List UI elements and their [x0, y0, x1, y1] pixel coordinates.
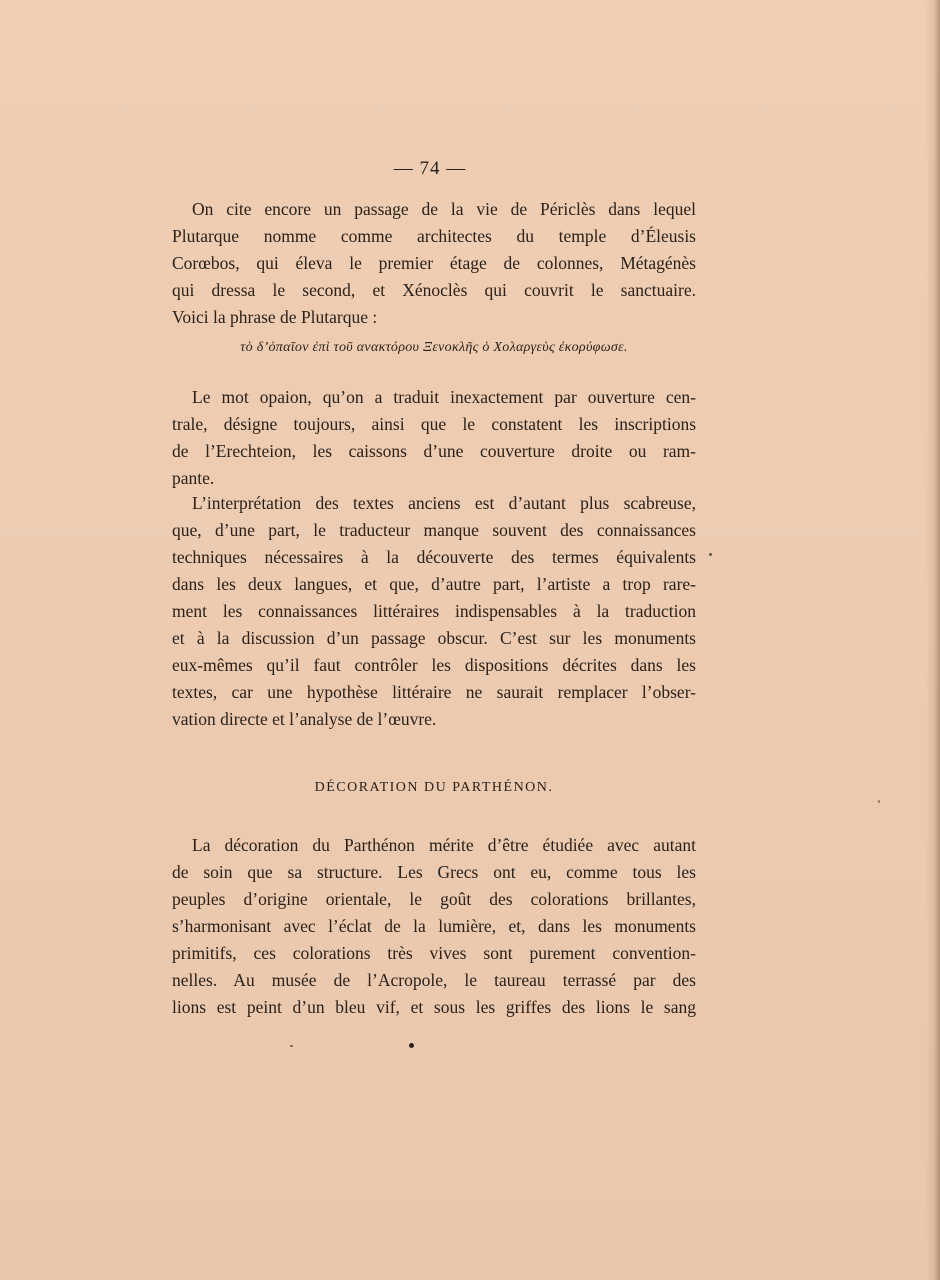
greek-quotation: τὸ δ’ὀπαῖον ἐπὶ τοῦ ανακτόρου Ξενοκλῆς ὁ Χολαργεὺς ἐκορύφωσε. — [240, 340, 628, 355]
text-line: Le mot opaion, qu’on a traduit inexactement par ouverture cen- — [192, 387, 696, 407]
text-line: pante. — [172, 468, 215, 488]
ink-speck — [709, 553, 712, 556]
page-number: — 74 — — [393, 158, 467, 179]
text-line: vation directe et l’analyse de l’œuvre. — [172, 709, 437, 729]
text-line: La décoration du Parthénon mérite d’être étudiée avec autant — [192, 835, 696, 855]
text-line: eux-mêmes qu’il faut contrôler les dispositions décrites dans les — [172, 655, 696, 675]
text-line: nelles. Au musée de l’Acropole, le taureau terrassé par des — [172, 970, 696, 990]
text-line: et à la discussion d’un passage obscur. C’est sur les monuments — [172, 628, 696, 648]
section-heading: DÉCORATION DU PARTHÉNON. — [314, 780, 554, 795]
paragraph-interpretation — [172, 490, 696, 733]
text-line: lions est peint d’un bleu vif, et sous les griffes des lions le sang — [172, 997, 696, 1017]
text-line: de l’Erechteion, les caissons d’une couverture droite ou ram- — [172, 441, 696, 461]
ink-speck — [290, 1045, 293, 1047]
text-line: Plutarque nomme comme architectes du temple d’Éleusis — [172, 226, 696, 246]
ink-speck — [878, 800, 880, 803]
text-line: ment les connaissances littéraires indispensables à la traduction — [172, 601, 696, 621]
text-line: primitifs, ces colorations très vives sont purement convention- — [172, 943, 696, 963]
text-line: qui dressa le second, et Xénoclès qui couvrit le sanctuaire. — [172, 280, 696, 300]
text-line: Voici la phrase de Plutarque : — [172, 307, 378, 327]
text-line: que, d’une part, le traducteur manque souvent des connaissances — [172, 520, 696, 540]
paragraph-opaion — [172, 384, 696, 492]
ink-speck — [409, 1043, 414, 1048]
text-line: peuples d’origine orientale, le goût des colorations brillantes, — [172, 889, 696, 909]
text-line: dans les deux langues, et que, d’autre part, l’artiste a trop rare- — [172, 574, 696, 594]
text-line: techniques nécessaires à la découverte des termes équivalents — [172, 547, 696, 567]
text-line: L’interprétation des textes anciens est d’autant plus scabreuse, — [192, 493, 696, 513]
text-line: textes, car une hypothèse littéraire ne saurait remplacer l’obser- — [172, 682, 696, 702]
paragraph-decoration — [172, 832, 696, 1021]
text-line: On cite encore un passage de la vie de Périclès dans lequel — [192, 199, 696, 219]
text-line: trale, désigne toujours, ainsi que le constatent les inscriptions — [172, 414, 696, 434]
text-line: Corœbos, qui éleva le premier étage de colonnes, Métagénès — [172, 253, 696, 273]
text-line: de soin que sa structure. Les Grecs ont eu, comme tous les — [172, 862, 696, 882]
text-line: s’harmonisant avec l’éclat de la lumière, et, dans les monuments — [172, 916, 696, 936]
paragraph-plutarque — [172, 196, 696, 331]
page-edge-shadow — [926, 0, 940, 1280]
